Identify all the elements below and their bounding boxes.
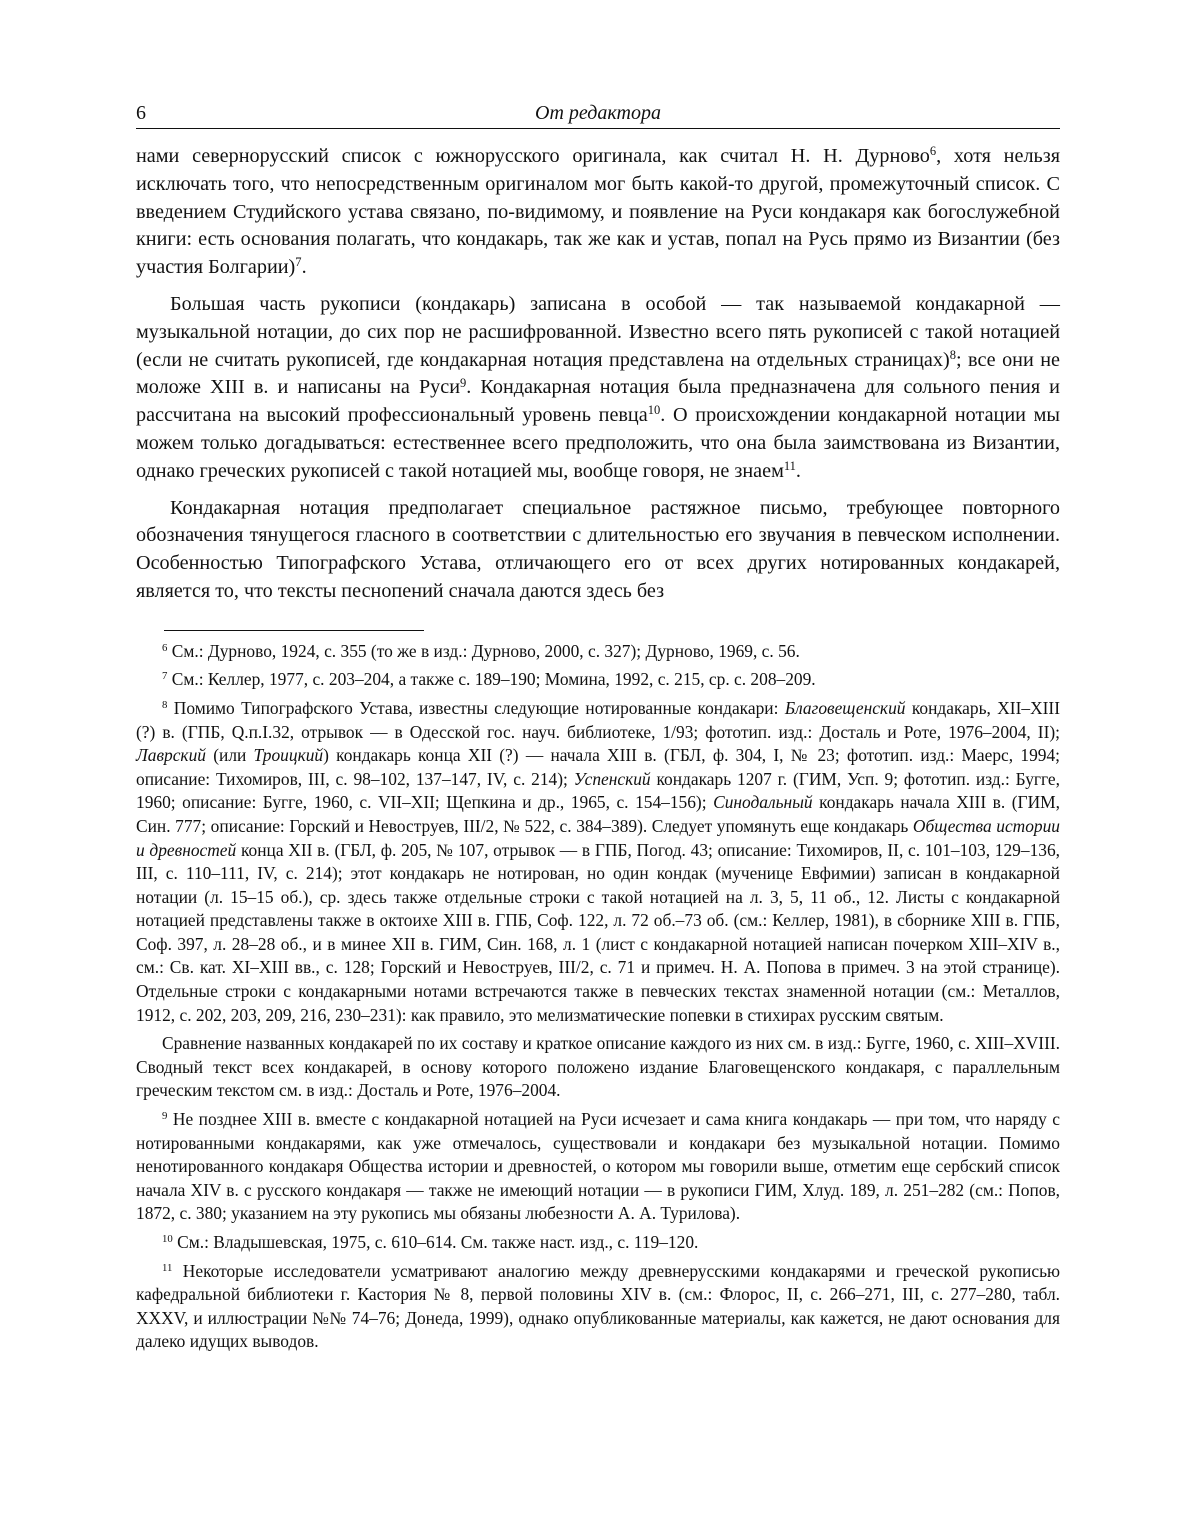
footnote-8-continuation <box>136 1032 1060 1103</box>
footnote-8 <box>136 697 1060 1027</box>
text-run: конца XII в. (ГБЛ, ф. 205, № 107, отрывок — в ГПБ, Погод. 43; описание: Тихомиров, II, с. 101–103, 129–136, III, с. 110–111, IV, с. 214); этот кондакарь не нотирован, но один кондак (мученице Евфимии) записан в кондакарной нотации (л. 15–15 об.), ср. здесь также отдельные строки с такой нотацией на л. 3, 5, 11 об., 12. Листы с кондакарной нотацией представлены также в октоихе XIII в. ГПБ, Соф. 122, л. 72 об.–73 об. (см.: Келлер, 1981), в сборнике XIII в. ГПБ, Соф. 397, л. 28–28 об., и в минее XII в. ГИМ, Син. 168, л. 1 (лист с кондакарной нотацией написан почерком XIII–XIV в., см.: Св. кат. XI–XIII вв., с. 128; Горский и Невоструев, III/2, с. 71 и примеч. Н. А. Попова в примеч. 3 на этой странице). Отдельные строки с кондакарными нотами встречаются также в певческих текстах знаменной нотации (см.: Металлов, 1912, с. 202, 203, 209, 216, 230–231): как правило, это мелизматические попевки в стихирах русским святым. <box>136 839 1060 1025</box>
footnote-ref: 6 <box>162 641 168 654</box>
text-run: . О происхождении кондакарной нотации мы можем только догадываться: естественнее всего предположить, что она была заимствована из Византии, однако греческих рукописей с такой нотацией мы, вообще говоря, не знаем <box>136 404 1060 482</box>
text-run: См.: Владышевская, 1975, с. 610–614. См. также наст. изд., с. 119–120. <box>172 1232 699 1252</box>
footnote-ref: 8 <box>162 699 168 712</box>
footnote-ref: 7 <box>295 255 302 270</box>
paragraph <box>136 495 1060 606</box>
footnote-ref: 11 <box>162 1261 173 1274</box>
text-run: Большая часть рукописи (кондакарь) записана в особой — так называемой кондакарной — музыкальной нотации, до сих пор не расшифрованной. Известно всего пять рукописей с такой нотацией (если не считать рукописей, где кондакарная нотация представлена на отдельных страницах) <box>136 292 1060 371</box>
footnote-ref: 11 <box>783 458 796 473</box>
footnote-ref: 6 <box>929 144 937 159</box>
italic-title: Общества истории и древностей <box>136 815 1060 860</box>
text-run: кондакарь 1207 г. (ГИМ, Усп. 9; фототип. изд.: Бугге, 1960; описание: Бугге, 1960, с. VII–XII; Щепкина и др., 1965, с. 154–156); <box>136 768 1060 813</box>
text-run: ) кондакарь конца XII (?) — начала XIII в. (ГБЛ, ф. 304, I, № 23; фототип. изд.: Маерс, 1994; описание: Тихомиров, III, с. 98–102, 137–147, IV, с. 214); <box>136 745 1060 789</box>
text-run: кондакарь начала XIII в. (ГИМ, Син. 777; описание: Горский и Невоструев, III/2, № 522, с. 384–389). Следует упомянуть еще кондакарь <box>136 792 1060 836</box>
italic-title: Благовещенский <box>784 697 906 718</box>
footnote-6 <box>136 640 1060 664</box>
footnote-9 <box>136 1108 1060 1226</box>
text-run: См.: Келлер, 1977, с. 203–204, а также с. 189–190; Момина, 1992, с. 215, ср. с. 208–209. <box>167 669 816 690</box>
footnote-ref: 7 <box>162 670 168 683</box>
footnote-11 <box>136 1260 1060 1354</box>
footnote-ref: 8 <box>949 347 956 362</box>
text-run: ; все они не моложе XIII в. и написаны на Руси <box>136 348 1060 399</box>
text-run: нами севернорусский список с южнорусского оригинала, как считал Н. Н. Дурново <box>136 145 930 167</box>
page-number: 6 <box>136 102 146 124</box>
text-run: См.: Дурново, 1924, с. 355 (то же в изд.: Дурново, 2000, с. 327); Дурново, 1969, с. 56. <box>167 640 800 661</box>
text-run: . Кондакарная нотация была предназначена для сольного пения и рассчитана на высокий профессиональный уровень певца <box>136 376 1060 427</box>
text-run: . <box>301 256 307 279</box>
italic-title: Лаврский <box>136 745 206 766</box>
italic-title: Успенский <box>573 768 651 789</box>
text-run: кондакарь, XII–XIII (?) в. (ГПБ, Q.п.I.32, отрывок — в Одесской гос. науч. библиотеке, 1/93; фототип. изд.: Досталь и Роте, 1976–2004, II); <box>136 697 1061 742</box>
main-text <box>136 143 1060 606</box>
text-run: Кондакарная нотация предполагает специальное растяжное письмо, требующее повторного обозначения тянущегося гласного в соответствии с длительностью его звучания в певческом исполнении. Особенностью Типографского Устава, отличающего его от всех других нотированных кондакарей, является то, что тексты песнопений сначала даются здесь без <box>136 496 1060 602</box>
paragraph <box>136 143 1060 282</box>
footnote-10 <box>136 1231 1060 1255</box>
footnote-ref: 9 <box>162 1110 168 1123</box>
footnote-ref: 9 <box>460 375 467 390</box>
page-header <box>136 100 1060 129</box>
text-run: Помимо Типографского Устава, известны следующие нотированные кондакари: <box>167 697 785 718</box>
footnote-ref: 10 <box>647 403 661 418</box>
italic-title: Синодальный <box>713 792 813 813</box>
text-run: Некоторые исследователи усматривают аналогию между древнерусскими кондакарями и греческой рукописью кафедральной библиотеки г. Кастория № 8, первой половины XIV в. (см.: Флорос, II, с. 266–271, III, с. 277–280, табл. XXXV, и иллюстрации №№ 74–76; Донеда, 1999), однако опубликованные материалы, как кажется, не дают основания для далеко идущих выводов. <box>136 1260 1060 1352</box>
text-run: Не позднее XIII в. вместе с кондакарной нотацией на Руси исчезает и сама книга кондакарь — при том, что наряду с нотированными кондакарями, как уже отмечалось, существовали и кондакари без музыкальной нотации. Помимо ненотированного кондакаря Общества истории и древностей, о котором мы говорили выше, отметим еще сербский список начала XIV в. с русского кондакаря — также не имеющий нотации — в рукописи ГИМ, Хлуд. 189, л. 251–282 (см.: Попов, 1872, с. 380; указанием на эту рукопись мы обязаны любезности А. А. Турилова). <box>136 1109 1060 1224</box>
footnote-7 <box>136 668 1060 692</box>
footnotes <box>136 640 1060 1354</box>
running-title: От редактора <box>535 102 661 124</box>
paragraph <box>136 291 1060 486</box>
book-page <box>136 100 1060 1354</box>
text-run: , хотя нельзя исключать того, что непосредственным оригиналом мог быть какой-то другой, промежуточный список. С введением Студийского устава связано, по-видимому, и появление на Руси кондакаря как богослужебной книги: есть основания полагать, что кондакарь, так же как и устав, попал на Русь прямо из Византии (без участия Болгарии) <box>136 145 1060 279</box>
italic-title: Троицкий <box>253 745 324 766</box>
text-run: (или <box>205 745 254 766</box>
text-run: Сравнение названных кондакарей по их составу и краткое описание каждого из них см. в изд.: Бугге, 1960, с. XIII–XVIII. Сводный текст всех кондакарей, в основу которого положено издание Благовещенского кондакаря, с параллельным греческим текстом см. в изд.: Досталь и Роте, 1976–2004. <box>136 1033 1060 1101</box>
footnote-separator <box>164 630 424 631</box>
footnote-ref: 10 <box>162 1233 173 1246</box>
text-run: . <box>795 459 801 482</box>
